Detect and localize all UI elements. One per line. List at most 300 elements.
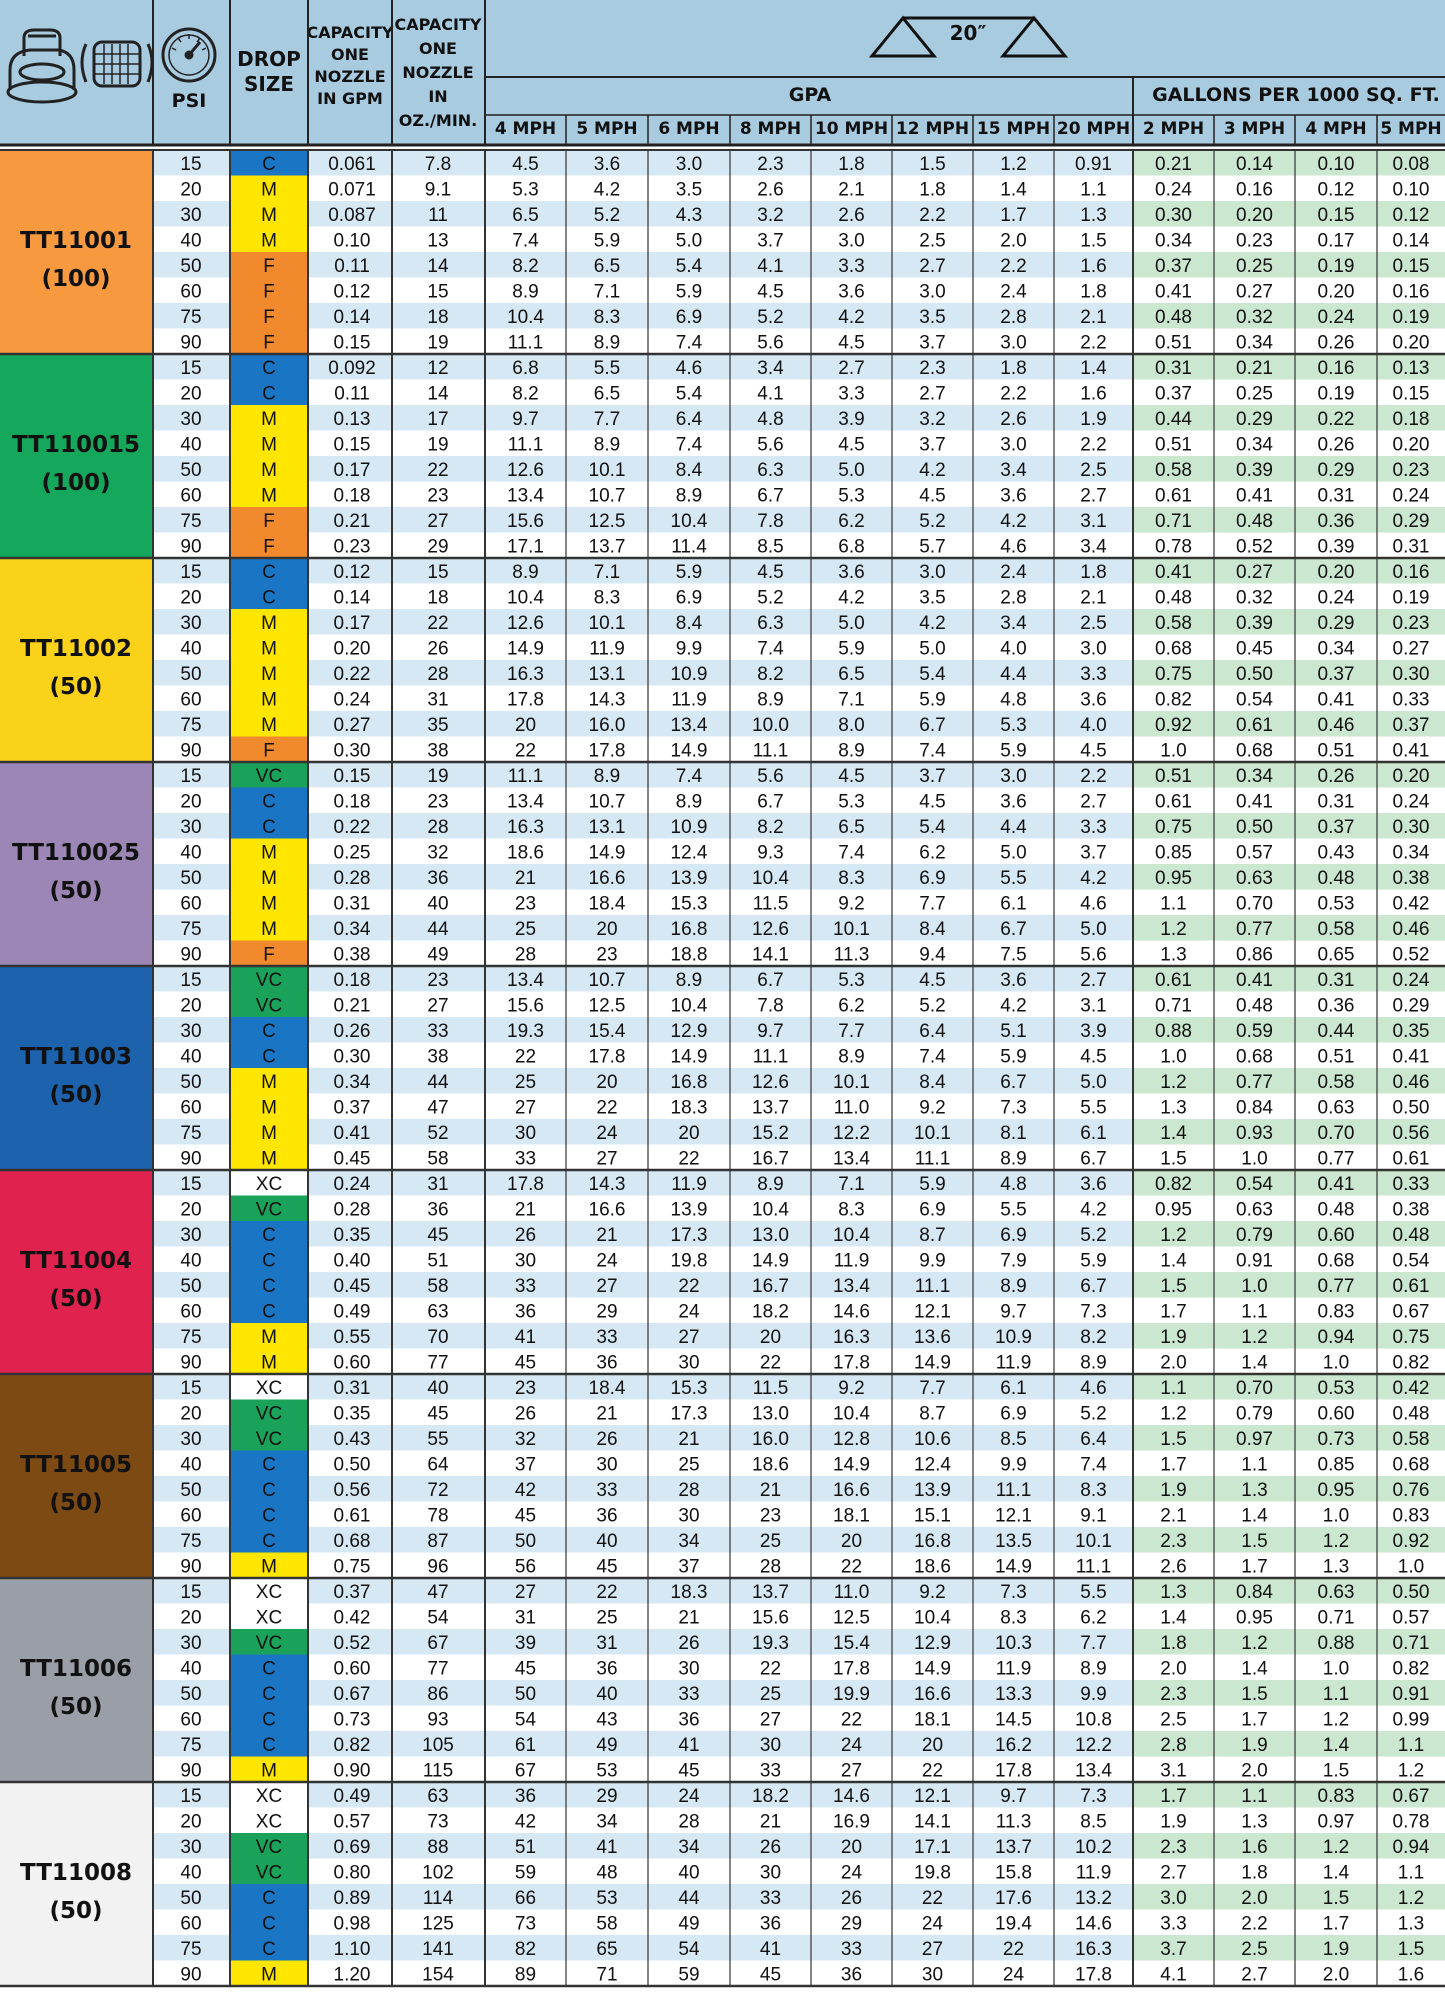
gpa-value: 14.6 (1075, 1913, 1112, 1935)
gallons-value: 0.26 (1317, 766, 1355, 787)
gpa-value: 18.4 (588, 1378, 626, 1399)
gpa-value: 24 (840, 1862, 863, 1884)
gallons-speed-header: 4 MPH (1305, 119, 1367, 139)
gallons-value: 0.63 (1236, 1199, 1273, 1221)
gpa-value: 5.9 (919, 689, 946, 711)
capacity-oz-value: 58 (427, 1148, 449, 1170)
gallons-value: 1.7 (1160, 1454, 1187, 1476)
gpa-value: 36 (596, 1505, 618, 1527)
gpa-value: 9.9 (675, 638, 703, 660)
gpa-value: 16.3 (507, 817, 544, 838)
capacity-oz-value: 114 (422, 1888, 454, 1909)
gpa-value: 22 (921, 1888, 944, 1909)
gpa-value: 50 (514, 1531, 537, 1552)
drop-size-value: M (261, 179, 277, 201)
capacity-oz-header: OZ./MIN. (398, 111, 478, 130)
psi-value: 75 (180, 1735, 202, 1756)
gallons-value: 1.5 (1160, 1276, 1187, 1297)
gpa-value: 8.2 (512, 383, 539, 405)
gpa-value: 2.6 (757, 179, 784, 201)
capacity-gpm-value: 0.061 (328, 154, 376, 175)
drop-size-value: M (261, 409, 277, 430)
gallons-value: 1.1 (1241, 1454, 1268, 1476)
gpa-value: 2.7 (1080, 970, 1107, 991)
gpa-value: 40 (596, 1684, 618, 1705)
gallons-speed-header: 3 MPH (1223, 119, 1286, 139)
gpa-value: 14.5 (995, 1709, 1032, 1731)
gallons-value: 0.29 (1317, 613, 1355, 634)
psi-value: 15 (180, 358, 202, 379)
gpa-value: 20 (596, 1072, 618, 1093)
capacity-gpm-value: 0.23 (333, 536, 371, 558)
gpa-value: 4.8 (757, 409, 784, 430)
gallons-value: 0.27 (1392, 638, 1430, 660)
gpa-value: 2.2 (1080, 766, 1107, 787)
gpa-value: 4.5 (838, 434, 865, 456)
gpa-value: 3.7 (757, 230, 784, 252)
gpa-value: 89 (514, 1964, 537, 1986)
gallons-value: 0.70 (1317, 1123, 1355, 1144)
capacity-gpm-value: 1.10 (333, 1939, 371, 1960)
gpa-value: 25 (514, 1072, 537, 1093)
gpa-value: 8.2 (512, 256, 539, 277)
drop-size-value: C (262, 587, 276, 609)
capacity-gpm-value: 0.20 (333, 638, 371, 660)
gallons-value: 0.34 (1236, 766, 1273, 787)
gpa-value: 17.8 (1075, 1964, 1112, 1986)
capacity-oz-value: 23 (427, 791, 449, 813)
gallons-value: 0.27 (1236, 281, 1273, 303)
gallons-value: 0.24 (1392, 791, 1430, 813)
gpa-value: 14.1 (752, 944, 789, 966)
gpa-value: 8.1 (1000, 1123, 1027, 1144)
gpa-value: 13.5 (995, 1531, 1032, 1552)
gpa-value: 45 (514, 1505, 537, 1527)
gpa-value: 9.2 (919, 1582, 946, 1603)
gallons-value: 0.57 (1236, 842, 1273, 864)
gpa-value: 23 (759, 1505, 782, 1527)
psi-value: 15 (180, 970, 202, 991)
gpa-value: 3.4 (1080, 536, 1107, 558)
gpa-value: 29 (596, 1786, 618, 1807)
capacity-oz-value: 13 (427, 230, 449, 252)
gpa-value: 6.1 (1080, 1123, 1107, 1144)
gallons-value: 0.71 (1392, 1633, 1430, 1654)
capacity-gpm-value: 0.57 (333, 1811, 371, 1833)
capacity-oz-value: 77 (427, 1352, 449, 1374)
gpa-value: 3.3 (1080, 817, 1107, 838)
capacity-gpm-value: 0.60 (333, 1658, 371, 1680)
psi-value: 15 (180, 766, 202, 787)
gpa-value: 5.5 (1000, 868, 1027, 889)
drop-size-value: VC (255, 1837, 283, 1858)
gallons-value: 1.3 (1160, 944, 1187, 966)
nozzle-model-label: TT110015 (12, 432, 140, 458)
gpa-value: 2.1 (1080, 307, 1107, 328)
gpa-value: 8.9 (757, 1174, 784, 1195)
capacity-oz-value: 125 (422, 1913, 454, 1935)
gpa-value: 7.8 (757, 995, 784, 1017)
gallons-value: 0.93 (1236, 1123, 1273, 1144)
gallons-value: 2.7 (1241, 1964, 1268, 1986)
gpa-value: 5.0 (919, 638, 946, 660)
gpa-value: 10.8 (1075, 1709, 1112, 1731)
capacity-oz-value: 23 (427, 485, 449, 507)
gpa-value: 30 (596, 1454, 618, 1476)
gallons-value: 0.24 (1392, 485, 1430, 507)
gpa-value: 8.4 (675, 613, 703, 634)
drop-size-value: M (261, 434, 277, 456)
gpa-value: 33 (840, 1939, 863, 1960)
gallons-value: 1.5 (1160, 1148, 1187, 1170)
capacity-gpm-value: 0.90 (333, 1760, 371, 1782)
gallons-value: 0.63 (1317, 1097, 1355, 1119)
gpa-value: 5.9 (593, 230, 621, 252)
gpa-value: 34 (596, 1811, 618, 1833)
gpa-value: 20 (921, 1735, 944, 1756)
gpa-value: 13.9 (670, 1199, 708, 1221)
gpa-value: 10.9 (670, 817, 708, 838)
gallons-value: 0.54 (1392, 1250, 1430, 1272)
gallons-value: 0.63 (1236, 868, 1273, 889)
psi-value: 60 (180, 1913, 202, 1935)
gallons-value: 0.16 (1392, 562, 1430, 583)
gpa-value: 2.8 (1000, 587, 1027, 609)
gallons-value: 0.26 (1317, 434, 1355, 456)
capacity-gpm-value: 0.071 (328, 179, 376, 201)
gpa-value: 13.4 (833, 1276, 870, 1297)
psi-value: 50 (180, 664, 202, 685)
capacity-gpm-value: 0.10 (333, 230, 371, 252)
gpa-value: 13.4 (670, 715, 708, 736)
capacity-oz-value: 19 (427, 434, 449, 456)
gpa-value: 4.5 (919, 791, 946, 813)
gpa-value: 7.3 (1000, 1097, 1027, 1119)
gallons-value: 1.4 (1160, 1607, 1187, 1629)
gpa-value: 10.7 (588, 970, 626, 991)
capacity-gpm-value: 0.49 (333, 1301, 371, 1323)
gpa-value: 13.7 (995, 1837, 1032, 1858)
psi-value: 30 (180, 1021, 202, 1042)
gpa-value: 8.3 (1000, 1607, 1027, 1629)
gpa-value: 12.6 (507, 460, 544, 481)
gpa-value: 12.5 (588, 995, 626, 1017)
gallons-value: 0.73 (1317, 1429, 1355, 1450)
gallons-value: 0.31 (1317, 485, 1355, 507)
gpa-value: 6.9 (1000, 1403, 1027, 1425)
gpa-value: 3.6 (1080, 1174, 1107, 1195)
gpa-value: 33 (514, 1148, 537, 1170)
gallons-value: 0.38 (1392, 868, 1430, 889)
gpa-value: 3.5 (675, 179, 703, 201)
gpa-value: 31 (514, 1607, 537, 1629)
gpa-speed-header: 12 MPH (895, 119, 970, 139)
capacity-gpm-value: 0.11 (334, 383, 370, 405)
gallons-value: 3.0 (1160, 1888, 1187, 1909)
gpa-value: 19.8 (914, 1862, 951, 1884)
gallons-value: 0.12 (1317, 179, 1355, 201)
psi-value: 90 (180, 1964, 202, 1986)
gpa-value: 8.7 (919, 1225, 946, 1246)
gallons-value: 0.58 (1155, 460, 1192, 481)
gallons-value: 0.83 (1317, 1786, 1355, 1807)
gpa-value: 6.4 (1080, 1429, 1107, 1450)
gallons-value: 0.52 (1236, 536, 1273, 558)
capacity-gpm-header: CAPACITY (306, 23, 394, 42)
gpa-value: 21 (678, 1607, 700, 1629)
gallons-value: 0.88 (1317, 1633, 1355, 1654)
gpa-value: 30 (921, 1964, 944, 1986)
gpa-value: 8.4 (919, 919, 946, 940)
gallons-value: 0.51 (1155, 766, 1192, 787)
gallons-value: 0.41 (1392, 740, 1430, 762)
gallons-value: 0.60 (1317, 1403, 1355, 1425)
psi-value: 30 (180, 613, 202, 634)
gpa-value: 3.6 (1000, 970, 1027, 991)
gallons-value: 2.8 (1160, 1735, 1187, 1756)
gpa-value: 13.9 (914, 1480, 951, 1501)
gallons-value: 0.19 (1392, 587, 1430, 609)
gpa-value: 54 (514, 1709, 537, 1731)
gpa-value: 30 (759, 1735, 782, 1756)
gpa-value: 7.1 (838, 1174, 865, 1195)
gallons-value: 0.14 (1392, 230, 1430, 252)
gallons-value: 0.53 (1317, 1378, 1355, 1399)
strainer-mesh-label: (100) (41, 266, 111, 292)
gpa-value: 15.6 (752, 1607, 789, 1629)
gpa-value: 10.4 (914, 1607, 951, 1629)
gpa-value: 5.5 (1080, 1582, 1107, 1603)
capacity-oz-value: 47 (427, 1582, 449, 1603)
gpa-value: 11.9 (671, 1174, 707, 1195)
drop-size-value: XC (255, 1378, 283, 1399)
capacity-oz-value: 54 (427, 1607, 449, 1629)
gpa-value: 43 (596, 1709, 618, 1731)
gpa-value: 7.3 (1080, 1786, 1107, 1807)
gallons-value: 1.0 (1160, 740, 1187, 762)
gpa-value: 8.9 (593, 332, 621, 354)
gpa-value: 7.7 (919, 1378, 946, 1399)
gpa-value: 45 (678, 1760, 700, 1782)
gpa-value: 19.8 (670, 1250, 708, 1272)
gallons-value: 0.85 (1155, 842, 1192, 864)
gpa-value: 6.2 (1080, 1607, 1107, 1629)
gpa-value: 8.9 (1080, 1658, 1107, 1680)
gpa-value: 5.5 (593, 358, 621, 379)
gpa-value: 41 (596, 1837, 618, 1858)
drop-size-value: C (262, 1735, 276, 1756)
gpa-value: 16.6 (588, 1199, 626, 1221)
gpa-value: 19.4 (995, 1913, 1032, 1935)
gallons-value: 0.41 (1236, 485, 1273, 507)
drop-size-value: C (262, 1021, 276, 1042)
gpa-value: 5.2 (919, 995, 946, 1017)
psi-value: 15 (180, 1786, 202, 1807)
gpa-value: 2.5 (919, 230, 946, 252)
gpa-value: 10.1 (914, 1123, 951, 1144)
capacity-gpm-value: 0.45 (333, 1276, 371, 1297)
gpa-value: 6.1 (1000, 1378, 1027, 1399)
gpa-value: 1.4 (1080, 358, 1107, 379)
gpa-value: 5.2 (757, 587, 784, 609)
gpa-value: 6.9 (675, 307, 703, 328)
gpa-value: 8.9 (1000, 1148, 1027, 1170)
gallons-speed-header: 5 MPH (1380, 119, 1442, 139)
gpa-value: 8.3 (838, 1199, 865, 1221)
gpa-value: 25 (759, 1531, 782, 1552)
gallons-value: 1.6 (1241, 1837, 1268, 1858)
drop-size-value: C (262, 562, 276, 583)
gpa-value: 4.6 (1080, 1378, 1107, 1399)
gpa-value: 9.1 (1080, 1505, 1107, 1527)
gallons-value: 0.41 (1236, 791, 1273, 813)
psi-value: 90 (180, 1760, 202, 1782)
gallons-value: 0.46 (1392, 1072, 1430, 1093)
gpa-value: 5.0 (838, 460, 865, 481)
psi-value: 20 (180, 1607, 202, 1629)
drop-size-value: M (261, 230, 277, 252)
gpa-value: 3.6 (838, 281, 865, 303)
gallons-value: 1.1 (1160, 893, 1187, 915)
gallons-value: 0.61 (1392, 1276, 1430, 1297)
gallons-value: 1.2 (1160, 919, 1187, 940)
gallons-value: 0.82 (1392, 1352, 1430, 1374)
gpa-value: 7.4 (919, 740, 946, 762)
gallons-value: 1.7 (1322, 1913, 1350, 1935)
gpa-speed-header: 6 MPH (658, 119, 720, 139)
capacity-gpm-value: 0.38 (333, 944, 371, 966)
gpa-value: 36 (840, 1964, 863, 1986)
capacity-oz-value: 11 (428, 205, 448, 226)
gpa-value: 2.1 (838, 179, 865, 201)
gpa-value: 11.1 (507, 332, 544, 354)
psi-value: 40 (180, 230, 202, 252)
spacing-label: 20″ (949, 21, 987, 45)
gpa-value: 5.3 (838, 791, 865, 813)
capacity-gpm-value: 0.45 (333, 1148, 371, 1170)
gallons-value: 0.58 (1317, 1072, 1355, 1093)
gpa-value: 36 (596, 1352, 618, 1374)
gpa-value: 5.3 (1000, 715, 1027, 736)
gpa-value: 1.8 (838, 154, 865, 175)
capacity-gpm-value: 0.26 (333, 1021, 371, 1042)
gpa-value: 23 (514, 893, 537, 915)
gpa-value: 39 (514, 1633, 537, 1654)
gpa-value: 17.6 (995, 1888, 1032, 1909)
gpa-value: 10.9 (670, 664, 708, 685)
gpa-value: 14.9 (507, 638, 544, 660)
gpa-value: 8.3 (1080, 1480, 1107, 1501)
gpa-value: 21 (596, 1403, 618, 1425)
gallons-value: 0.20 (1392, 332, 1430, 354)
gpa-value: 4.5 (919, 485, 946, 507)
capacity-oz-value: 63 (427, 1786, 449, 1807)
capacity-oz-value: 35 (427, 715, 449, 736)
gpa-value: 15.6 (507, 995, 544, 1017)
psi-value: 50 (180, 868, 202, 889)
gallons-value: 0.75 (1155, 664, 1192, 685)
gallons-value: 0.25 (1236, 256, 1273, 277)
drop-size-value: F (263, 740, 275, 762)
drop-size-value: C (262, 1454, 276, 1476)
gpa-value: 27 (678, 1327, 700, 1348)
drop-size-value: C (262, 1225, 276, 1246)
gallons-value: 1.3 (1241, 1811, 1268, 1833)
gpa-value: 16.8 (670, 919, 708, 940)
gallons-value: 0.82 (1155, 689, 1192, 711)
gpa-value: 8.3 (838, 868, 865, 889)
gallons-value: 0.27 (1236, 562, 1273, 583)
gpa-value: 33 (759, 1760, 782, 1782)
psi-value: 40 (180, 1250, 202, 1272)
gallons-value: 0.43 (1317, 842, 1355, 864)
gpa-value: 5.6 (1080, 944, 1107, 966)
capacity-oz-value: 86 (427, 1684, 449, 1705)
gpa-value: 13.7 (752, 1097, 789, 1119)
gpa-value: 2.7 (1080, 485, 1107, 507)
gpa-value: 6.2 (919, 842, 946, 864)
gpa-value: 5.9 (838, 638, 865, 660)
gpa-value: 3.6 (838, 562, 865, 583)
gallons-value: 2.0 (1160, 1658, 1187, 1680)
gpa-value: 4.5 (1080, 1046, 1107, 1068)
gpa-speed-header: 4 MPH (494, 119, 557, 139)
capacity-gpm-value: 0.42 (333, 1607, 371, 1629)
gpa-value: 9.3 (757, 842, 784, 864)
gpa-value: 7.3 (1080, 1301, 1107, 1323)
strainer-mesh-label: (100) (41, 470, 111, 496)
gallons-value: 0.33 (1392, 689, 1430, 711)
gpa-value: 1.2 (1000, 154, 1027, 175)
gpa-value: 27 (514, 1097, 537, 1119)
capacity-oz-value: 38 (427, 1046, 449, 1068)
gpa-value: 45 (596, 1556, 618, 1578)
gpa-value: 17.3 (670, 1403, 708, 1425)
gpa-value: 22 (921, 1760, 944, 1782)
psi-value: 60 (180, 689, 202, 711)
gallons-value: 0.60 (1317, 1225, 1355, 1246)
gpa-value: 6.7 (1080, 1148, 1107, 1170)
gpa-value: 3.0 (838, 230, 865, 252)
gallons-value: 2.5 (1241, 1939, 1268, 1960)
nozzle-model-label: TT11005 (20, 1452, 132, 1478)
drop-size-value: M (261, 613, 277, 634)
gpa-value: 24 (840, 1735, 863, 1756)
gpa-value: 3.2 (919, 409, 946, 430)
gpa-value: 26 (514, 1403, 537, 1425)
gallons-value: 1.0 (1322, 1658, 1350, 1680)
gpa-value: 26 (514, 1225, 537, 1246)
capacity-gpm-value: 0.31 (333, 893, 371, 915)
gpa-value: 10.4 (752, 1199, 789, 1221)
gallons-value: 1.5 (1241, 1684, 1268, 1705)
gallons-value: 0.23 (1392, 613, 1430, 634)
drop-size-value: C (262, 1888, 276, 1909)
gpa-value: 10.4 (670, 511, 708, 532)
gpa-value: 14.9 (752, 1250, 789, 1272)
gallons-value: 2.0 (1241, 1888, 1268, 1909)
capacity-oz-value: 58 (427, 1276, 449, 1297)
gpa-value: 4.2 (1080, 868, 1107, 889)
gallons-value: 4.1 (1160, 1964, 1187, 1986)
capacity-gpm-value: 0.40 (333, 1250, 371, 1272)
capacity-gpm-value: 0.12 (333, 281, 371, 303)
gpa-value: 3.2 (757, 205, 784, 226)
gpa-value: 4.1 (757, 256, 784, 277)
gpa-value: 9.4 (919, 944, 946, 966)
gallons-value: 0.84 (1236, 1097, 1273, 1119)
gpa-value: 6.7 (1000, 1072, 1027, 1093)
